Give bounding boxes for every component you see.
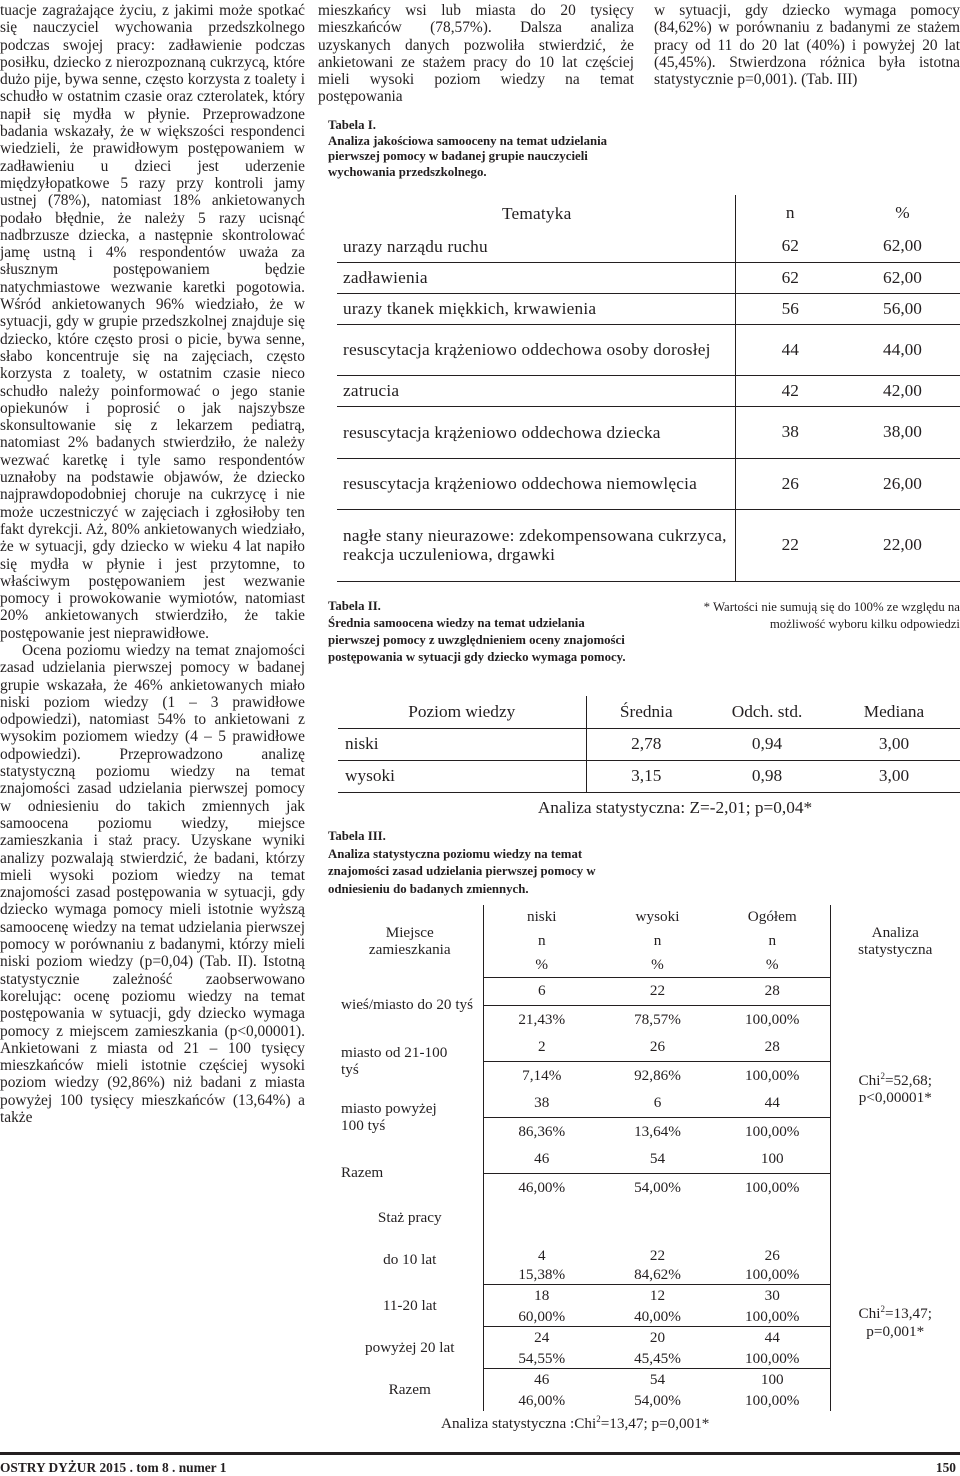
table1-header-pct: % bbox=[895, 203, 910, 222]
table3-header-row bbox=[337, 905, 960, 929]
table3-header-pct: % bbox=[600, 953, 715, 977]
table3-chi1-pre: Chi bbox=[858, 1071, 881, 1089]
column-left bbox=[0, 2, 305, 1126]
table1-header-row bbox=[337, 195, 960, 231]
table3-header-low: niski bbox=[526, 908, 557, 926]
table3-pct: 100,00% bbox=[745, 1391, 800, 1409]
table3-bottom-sup: 2 bbox=[596, 1413, 601, 1424]
table3-header-n: n bbox=[768, 932, 777, 950]
table2-median: 3,00 bbox=[828, 728, 960, 760]
table1-n: 44 bbox=[735, 324, 845, 375]
table3-chi2-p: p=0,001* bbox=[866, 1322, 925, 1340]
table-row bbox=[337, 977, 960, 1005]
table3-n: 4 bbox=[537, 1247, 546, 1264]
table1-topic: resuscytacja krążeniowo oddechowa niemowlęcia bbox=[337, 458, 735, 509]
table2-header-median: Mediana bbox=[828, 696, 960, 728]
table2-sd: 0,98 bbox=[706, 760, 828, 792]
table3-chi2-pre: Chi bbox=[858, 1305, 881, 1323]
table2-caption: Tabela II. Średnia samoocena wiedzy na temat udzielania pierwszej pomocy z uwzględnieniem oceny znajomości postępowania w sytuacji gdy dziecko wymaga pomocy. bbox=[328, 599, 626, 664]
table3-chi2-sup: 2 bbox=[880, 1304, 885, 1315]
table1-topic: resuscytacja krążeniowo oddechowa osoby dorosłej bbox=[337, 324, 735, 375]
table3-pct: 13,64% bbox=[634, 1122, 681, 1140]
column-right-text bbox=[654, 2, 960, 88]
table1-n: 42 bbox=[735, 375, 845, 406]
table3-bottom-stat bbox=[337, 1411, 960, 1437]
table-row bbox=[337, 375, 960, 406]
table3-chi-place bbox=[830, 977, 960, 1201]
table2-mean: 3,15 bbox=[586, 760, 706, 792]
table3-n: 28 bbox=[715, 977, 830, 1005]
table-row bbox=[337, 1235, 960, 1265]
table3-pct: 100,00% bbox=[715, 1265, 830, 1285]
table3-n: 30 bbox=[764, 1287, 780, 1304]
table3-pct: 40,00% bbox=[600, 1307, 715, 1327]
table3-n: 26 bbox=[600, 1033, 715, 1061]
paragraph-conclusion: w sytuacji, gdy dziecko wymaga pomocy (84,62%) w porównaniu z badanymi ze stażem pracy od 11 do 20 lat (40%) i powyżej 20 lat (45,45%). Stwierdzona różnica była istotna statystycznie p=0,001). (Tab. III) bbox=[654, 2, 960, 89]
table1-n: 56 bbox=[735, 293, 845, 324]
table1-pct: 56,00 bbox=[845, 293, 960, 324]
table3 bbox=[337, 905, 960, 1437]
table-row bbox=[337, 406, 960, 458]
table3-place-label: miasto powyżej 100 tyś bbox=[337, 1089, 483, 1145]
table1-pct: 26,00 bbox=[845, 458, 960, 509]
table3-bottom-pre: Analiza statystyczna :Chi bbox=[441, 1414, 597, 1432]
table3-chi1-post: =52,68; bbox=[884, 1071, 932, 1089]
table3-n: 100 bbox=[715, 1145, 830, 1173]
table3-staz-label: Staż pracy bbox=[337, 1201, 483, 1235]
table2-header-row bbox=[338, 696, 960, 728]
table3-pct: 45,45% bbox=[600, 1349, 715, 1369]
table3-pct: 60,00% bbox=[483, 1307, 600, 1327]
table3-chi2-post: =13,47; bbox=[884, 1305, 932, 1323]
table3-place-label: Razem bbox=[337, 1145, 483, 1201]
table3-n: 12 bbox=[649, 1287, 666, 1304]
table3-n: 20 bbox=[649, 1329, 666, 1346]
table3-pct: 100,00% bbox=[745, 1010, 800, 1028]
table3-staz-row-label: do 10 lat bbox=[337, 1235, 483, 1285]
table3-n: 28 bbox=[715, 1033, 830, 1061]
table3-pct: 46,00% bbox=[518, 1391, 566, 1409]
table3-chi1-p: p<0,00001* bbox=[858, 1089, 932, 1106]
table3-staz-header-row bbox=[337, 1201, 960, 1235]
table2-header-level: Poziom wiedzy bbox=[338, 696, 586, 728]
table-row bbox=[337, 231, 960, 262]
table-row bbox=[337, 293, 960, 324]
table-row bbox=[337, 458, 960, 509]
table1 bbox=[337, 195, 960, 582]
table1-pct: 22,00 bbox=[845, 509, 960, 581]
table3-pct: 78,57% bbox=[634, 1010, 681, 1028]
footer-page-number: 150 bbox=[935, 1460, 956, 1475]
table3-bottom-stat-row bbox=[337, 1411, 960, 1437]
table3-pct: 84,62% bbox=[600, 1265, 715, 1285]
table3-n: 46 bbox=[534, 1371, 550, 1388]
table1-pct: 42,00 bbox=[845, 375, 960, 406]
table3-pct: 100,00% bbox=[745, 1066, 800, 1084]
table1-pct: 38,00 bbox=[845, 406, 960, 458]
table2 bbox=[338, 696, 960, 824]
table3-pct: 92,86% bbox=[634, 1066, 681, 1084]
table3-n: 24 bbox=[534, 1329, 550, 1346]
table1-caption: Tabela I. Analiza jakościowa samooceny na temat udzielania pierwszej pomocy w badanej grupie nauczycieli wychowania przedszkolnego. bbox=[328, 118, 608, 179]
table1-n: 62 bbox=[735, 262, 845, 293]
table1-topic: zatrucia bbox=[337, 375, 735, 406]
column-middle-text bbox=[318, 2, 634, 106]
table1-topic: resuscytacja krążeniowo oddechowa dziecka bbox=[337, 406, 735, 458]
footer-journal: OSTRY DYŻUR 2015 . tom 8 . numer 1 bbox=[0, 1460, 227, 1475]
table1-pct: 62,00 bbox=[845, 231, 960, 262]
table3-pct: 86,36% bbox=[518, 1122, 566, 1140]
table1-n: 62 bbox=[735, 231, 845, 262]
table3-pct: 54,55% bbox=[483, 1349, 600, 1369]
table3-pct: 100,00% bbox=[715, 1307, 830, 1327]
table3-pct: 100,00% bbox=[745, 1122, 800, 1140]
table3-n: 2 bbox=[483, 1033, 600, 1061]
table1-header-n: n bbox=[785, 203, 795, 222]
table3-n: 100 bbox=[760, 1371, 784, 1388]
table3-n: 54 bbox=[649, 1371, 666, 1388]
table2-level: wysoki bbox=[338, 760, 586, 792]
table2-mean: 2,78 bbox=[586, 728, 706, 760]
table1-topic: nagłe stany nieurazowe: zdekompensowana cukrzyca, reakcja uczuleniowa, drgawki bbox=[337, 509, 735, 581]
table3-pct: 100,00% bbox=[715, 1349, 830, 1369]
table2-stat-row bbox=[338, 792, 960, 824]
table3-header-n: n bbox=[653, 932, 662, 950]
table3-pct: 7,14% bbox=[522, 1066, 562, 1084]
table3-n: 22 bbox=[649, 1247, 666, 1264]
table1-topic: zadławienia bbox=[337, 262, 735, 293]
table3-n: 26 bbox=[764, 1247, 780, 1264]
paragraph-knowledge-level: Ocena poziomu wiedzy na temat znajomości zasad udzielania pierwszej pomocy w badanej grupie wskazała, że 46% ankietowanych miało niski poziom wiedzy (1 – 3 prawidłowe odpowiedzi), natomiast 54% to ankietowani z wysokim poziomem wiedzy (4 – 5 prawidłowe odpowiedzi). Przeprowadzono analizę statystyczną poziomu wiedzy na temat znajomości zasad udzielania pierwszej pomocy w odniesieniu do takich zmiennych jak samoocena poziomu wiedzy, miejsce zamieszkania i staż pracy. Uzyskane wyniki analizy pozwalają stwierdzić, że badani, którzy mieli wysoki poziom wiedzy na temat znajomości zasad postępowania w sytuacji, gdy dziecko wymaga pomocy mieli istotnie wyższą samoocenę wiedzy na temat udzielania pierwszej pomocy w porównaniu z badanymi, którzy mieli niski poziom wiedzy (p=0,04) (Tab. II). Istotną statystycznie zależność zaobserwowano korelując: ocenę poziomu wiedzy na temat postępowania w sytuacji, gdy dziecko wymaga pomocy z miejscem zamieszkania (p<0,00001). Ankietowani z miasta od 21 – 100 tysięcy mieszkańców mieli istotnie częściej wysoki poziom wiedzy (92,86%) niż badani z miasta powyżej 100 tysięcy mieszkańców (13,64%) a także bbox=[0, 641, 305, 1126]
table-row bbox=[337, 509, 960, 581]
table1-pct: 44,00 bbox=[845, 324, 960, 375]
table3-n: 44 bbox=[715, 1089, 830, 1117]
table1-pct: 62,00 bbox=[845, 262, 960, 293]
table-row bbox=[337, 324, 960, 375]
table3-chi-staz bbox=[830, 1235, 960, 1411]
table3-caption: Tabela III. Analiza statystyczna poziomu wiedzy na temat znajomości zasad udzielania pierwszej pomocy w odniesieniu do badanych zmiennych. bbox=[328, 829, 596, 896]
table1-footnote: * Wartości nie sumują się do 100% ze względu na możliwość wyboru kilku odpowiedzi bbox=[703, 600, 960, 631]
table3-header-pct: % bbox=[483, 953, 600, 977]
table1-n: 38 bbox=[735, 406, 845, 458]
table3-n: 38 bbox=[483, 1089, 600, 1117]
table3-n: 6 bbox=[483, 977, 600, 1005]
table1-header-topic: Tematyka bbox=[337, 195, 735, 231]
table3-place-label: miasto od 21-100 tyś bbox=[337, 1033, 483, 1089]
table-row bbox=[337, 262, 960, 293]
table1-topic: urazy tkanek miękkich, krwawienia bbox=[337, 293, 735, 324]
table3-n: 44 bbox=[764, 1329, 780, 1346]
paragraph-continued: mieszkańcy wsi lub miasta do 20 tysięcy mieszkańców (78,57%). Dalsza analiza uzyskanych danych pozwoliła stwierdzić, że ankietowani ze stażem pracy do 10 lat częściej mieli wysoki poziom wiedzy na temat postępowania bbox=[318, 2, 634, 106]
table1-topic: urazy narządu ruchu bbox=[337, 231, 735, 262]
table2-median: 3,00 bbox=[828, 760, 960, 792]
table3-header-high: wysoki bbox=[635, 908, 680, 926]
table3-place-label: wieś/miasto do 20 tyś bbox=[337, 977, 483, 1033]
table3-staz-row-label: Razem bbox=[337, 1369, 483, 1411]
table3-header-analysis: Analiza statystyczna bbox=[830, 905, 960, 977]
table3-header-place: Miejsce zamieszkania bbox=[337, 905, 483, 977]
table1-n: 26 bbox=[735, 458, 845, 509]
table2-header-sd: Odch. std. bbox=[706, 696, 828, 728]
table-row bbox=[338, 760, 960, 792]
table3-staz-row-label: 11-20 lat bbox=[337, 1285, 483, 1327]
footer-rule bbox=[0, 1452, 960, 1455]
table3-header-n: n bbox=[537, 932, 546, 950]
table3-n: 18 bbox=[534, 1287, 550, 1304]
table3-pct: 46,00% bbox=[518, 1178, 566, 1196]
table3-n: 22 bbox=[600, 977, 715, 1005]
table3-pct: 21,43% bbox=[518, 1010, 566, 1028]
table3-n: 6 bbox=[600, 1089, 715, 1117]
table3-pct: 54,00% bbox=[634, 1391, 681, 1409]
table3-chi1-sup: 2 bbox=[880, 1070, 885, 1081]
table3-n: 46 bbox=[483, 1145, 600, 1173]
table-row bbox=[338, 728, 960, 760]
table3-pct: 15,38% bbox=[483, 1265, 600, 1285]
table2-header-mean: Średnia bbox=[586, 696, 706, 728]
table3-bottom-post: =13,47; p=0,001* bbox=[600, 1414, 710, 1432]
table3-pct: 54,00% bbox=[634, 1178, 681, 1196]
table2-stat: Analiza statystyczna: Z=-2,01; p=0,04* bbox=[537, 798, 813, 818]
table3-pct: 100,00% bbox=[745, 1178, 800, 1196]
table1-n: 22 bbox=[735, 509, 845, 581]
table3-header-pct: % bbox=[715, 953, 830, 977]
paragraph-results: tuacje zagrażające życiu, z jakimi może spotkać się nauczyciel wychowania przedszkolnego podczas swojej pracy: zadławienie podczas posiłku, dziecko z nierozpoznaną cukrzycą, które dużo pije, bywa senne, często korzysta z toalety i schudło w ostatnim czasie oraz czterolatek, który napił się mydła w płynie. Przeprowadzone badania wskazały, że w większości respondenci wiedzieli, że prawidłowym postępowaniem w zadławieniu u dzieci jest uderzenie międzyłopatkowe 5 razy przy kontroli jamy ustnej (78%), natomiast 18% ankietowanych podało błędnie, że należy 5 razy ucisnąć nadbrzusze dziecka, a następnie skontrolować jamę ustną i 4% respondentów uważa za słusznym postępowaniem będzie natychmiastowe wezwanie karetki pogotowia. Wśród ankietowanych 96% wiedziało, że w sytuacji, gdy w grupie przedszkolnej znajduje się dziecko, które często prosi o picie, bywa senne, słabo koncentruje się na zajęciach, często korzysta z toalety, w ostatnim czasie nieco schudło należy poinformować o jego stanie opiekunów i poprosić o jak najszybsze skonsultowanie się z lekarzem pediatrą, natomiast 2% badanych stwierdziło, że należy wezwać karetkę i tyle samo respondentów uznałoby na podstawie objawów, że dziecko najprawdopodobniej choruje na cukrzycę i nie może uczestniczyć w zajęciach i zgłosiłoby ten fakt dyrekcji. Aż, 80% ankietowanych wiedziało, że w sytuacji, gdy dziecko w wieku 4 lat napiło się mydła w płynie i jest przytomne, to właściwym postępowaniem jest wezwanie pomocy i prowokowanie wymiotów, natomiast 20% ankietowanych stwierdziło, że takie postępowanie jest nieprawidłowe. bbox=[0, 2, 305, 642]
table3-header-total: Ogółem bbox=[747, 908, 797, 926]
table3-n: 54 bbox=[600, 1145, 715, 1173]
table2-level: niski bbox=[338, 728, 586, 760]
table2-sd: 0,94 bbox=[706, 728, 828, 760]
table3-staz-row-label: powyżej 20 lat bbox=[337, 1327, 483, 1369]
